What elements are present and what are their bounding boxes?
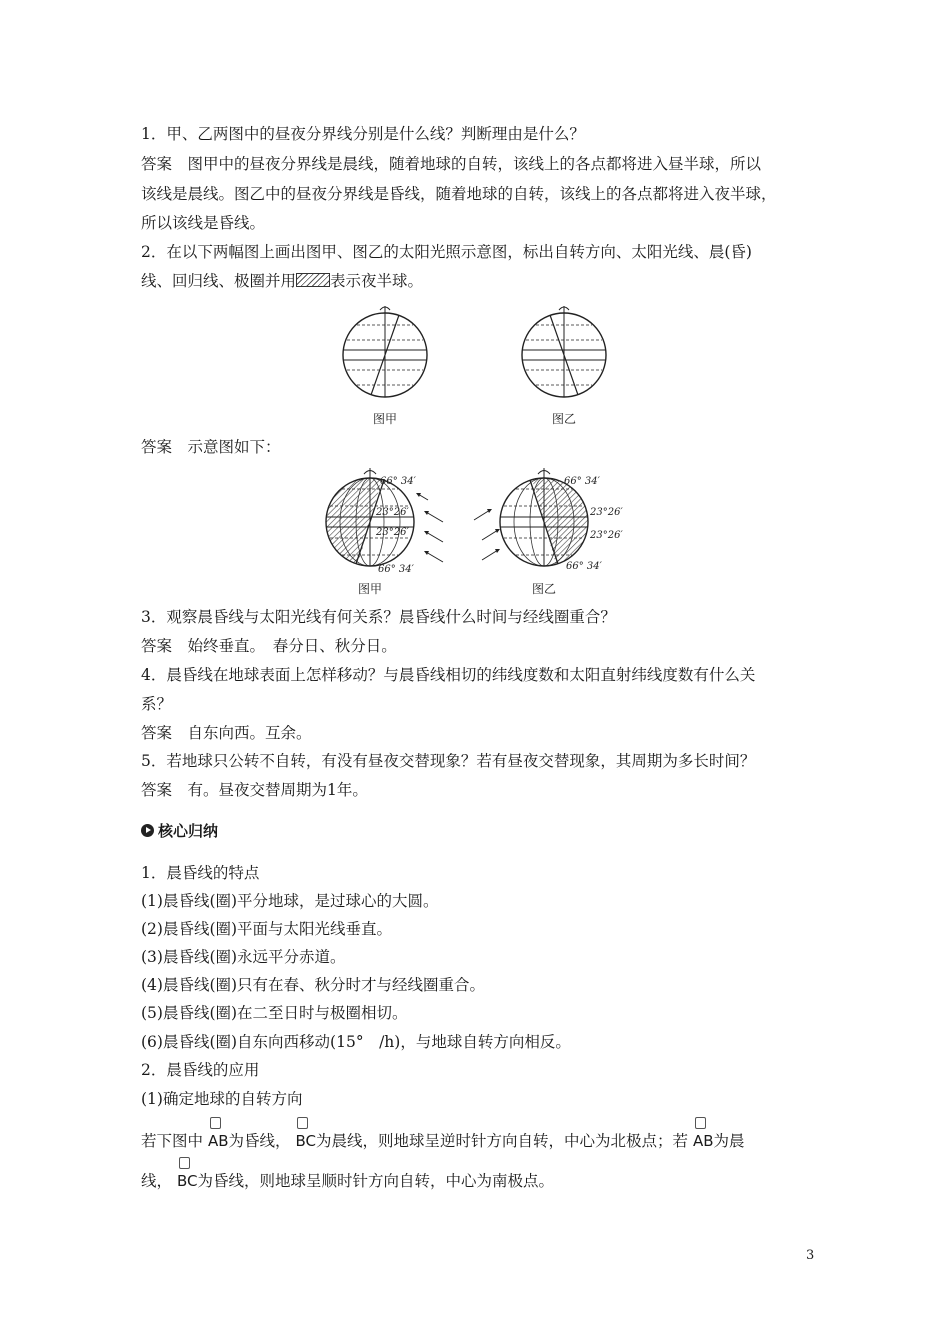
figure-bottom-right xyxy=(470,462,640,598)
label-23-upper-right: 23°26′ xyxy=(590,507,623,518)
answer-1-line-2: 该线是晨线。图乙中的昼夜分界线是昏线，随着地球的自转，该线上的各点都将进入夜半球， xyxy=(141,185,777,203)
label-23-upper-left: 23°26′ xyxy=(376,507,409,518)
para-text-a: 若下图中 xyxy=(141,1132,204,1150)
point-7: (1)确定地球的自转方向 xyxy=(141,1090,303,1108)
para-text-f: 为昏线，则地球呈顺时针方向自转，中心为南极点。 xyxy=(197,1172,554,1190)
question-2-line-2 xyxy=(141,271,423,291)
arc-ab: AB xyxy=(208,1131,229,1151)
para-text-c: 为晨线，则地球呈逆时针方向自转，中心为北极点；若 xyxy=(315,1132,688,1150)
arc-mark-icon xyxy=(297,1117,308,1129)
hatch-legend-icon xyxy=(296,273,330,287)
point-2: (2)晨昏线(圈)平面与太阳光线垂直。 xyxy=(141,920,393,938)
answer-4: 答案 自东向西。互余。 xyxy=(141,724,312,742)
arc-mark-icon xyxy=(695,1117,706,1129)
para-text-b: 为昏线， xyxy=(228,1132,291,1150)
question-3: 3．观察晨昏线与太阳光线有何关系？晨昏线什么时间与经线圈重合？ xyxy=(141,608,616,626)
arc-mark-icon xyxy=(210,1117,221,1129)
answer-2: 答案 示意图如下： xyxy=(141,438,281,456)
arc-mark-icon xyxy=(179,1157,190,1169)
heading-2: 2．晨昏线的应用 xyxy=(141,1061,260,1079)
label-23-lower-left: 23°26′ xyxy=(376,527,409,538)
point-6: (6)晨昏线(圈)自东向西移动(15° /h)，与地球自转方向相反。 xyxy=(141,1033,571,1051)
question-2-text-a: 线、回归线、极圈并用 xyxy=(141,272,297,290)
para-text-d: 为晨 xyxy=(713,1132,745,1150)
figure-top-left xyxy=(335,298,445,430)
question-1: 1．甲、乙两图中的昼夜分界线分别是什么线？判断理由是什么？ xyxy=(141,125,585,143)
answer-1-line-1: 答案 图甲中的昼夜分界线是晨线，随着地球的自转，该线上的各点都将进入昼半球，所以 xyxy=(141,155,762,173)
question-4-line-1: 4．晨昏线在地球表面上怎样移动？与晨昏线相切的纬线度数和太阳直射纬线度数有什么关 xyxy=(141,666,756,684)
answer-5: 答案 有。昼夜交替周期为1年。 xyxy=(141,781,368,799)
label-66-top-left: 66° 34′ xyxy=(380,476,416,487)
heading-1: 1．晨昏线的特点 xyxy=(141,864,260,882)
section-heading xyxy=(141,820,218,841)
point-1: (1)晨昏线(圈)平分地球，是过球心的大圆。 xyxy=(141,892,439,910)
label-23-lower-right: 23°26′ xyxy=(590,530,623,541)
point-4: (4)晨昏线(圈)只有在春、秋分时才与经线圈重合。 xyxy=(141,976,486,994)
question-2-text-b: 表示夜半球。 xyxy=(330,272,424,290)
question-5: 5．若地球只公转不自转，有没有昼夜交替现象？若有昼夜交替现象，其周期为多长时间？ xyxy=(141,752,756,770)
para-text-e: 线， xyxy=(141,1172,173,1190)
caption-top-left: 图甲 xyxy=(372,412,398,426)
answer-3: 答案 始终垂直。 春分日、秋分日。 xyxy=(141,637,397,655)
caption-bottom-right: 图乙 xyxy=(531,582,557,596)
label-66-top-right: 66° 34′ xyxy=(564,476,600,487)
paragraph-line-1 xyxy=(141,1131,745,1151)
point-3: (3)晨昏线(圈)永远平分赤道。 xyxy=(141,948,346,966)
section-title: 核心归纳 xyxy=(158,822,219,840)
caption-top-right: 图乙 xyxy=(551,412,577,426)
arc-bc: BC xyxy=(295,1131,316,1151)
label-66-bottom-right: 66° 34′ xyxy=(566,561,602,572)
arc-bc-2: BC xyxy=(177,1171,198,1191)
answer-1-line-3: 所以该线是昏线。 xyxy=(141,214,266,232)
question-2-line-1: 2．在以下两幅图上画出图甲、图乙的太阳光照示意图，标出自转方向、太阳光线、晨(昏) xyxy=(141,243,752,261)
label-66-bottom-left: 66° 34′ xyxy=(378,564,414,575)
point-5: (5)晨昏线(圈)在二至日时与极圈相切。 xyxy=(141,1004,408,1022)
figure-top-right xyxy=(512,298,622,430)
play-bullet-icon xyxy=(141,824,154,837)
caption-bottom-left: 图甲 xyxy=(357,582,383,596)
arc-ab-2: AB xyxy=(693,1131,714,1151)
paragraph-line-2 xyxy=(141,1171,554,1191)
page-number: 3 xyxy=(806,1248,815,1263)
figure-bottom-left xyxy=(318,462,468,598)
question-4-line-2: 系？ xyxy=(141,695,173,713)
